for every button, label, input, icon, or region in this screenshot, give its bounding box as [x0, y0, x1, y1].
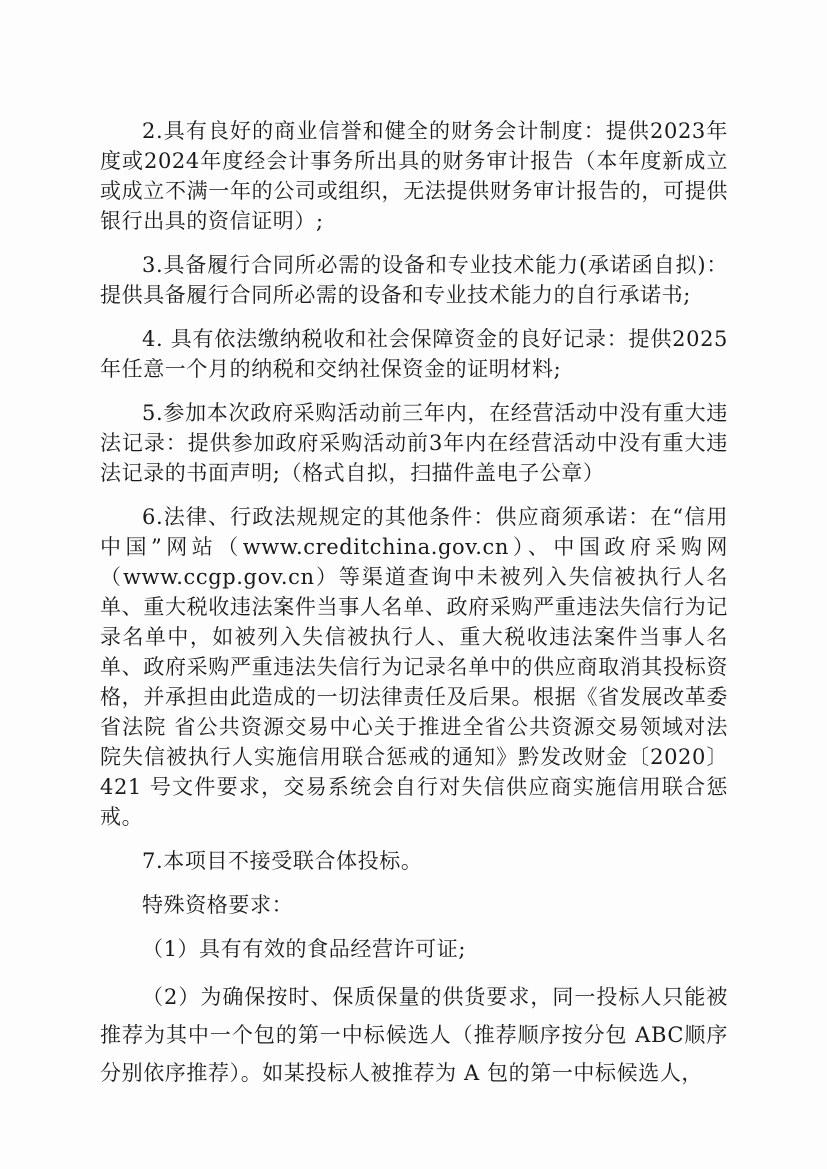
paragraph-single-package-winner: （2）为确保按时、保质保量的供货要求，同一投标人只能被推荐为其中一个包的第一中标候选人（推荐顺序按分包 ABC顺序分别依序推荐）。如某投标人被推荐为 A 包的第一中标候选人，: [100, 985, 728, 1085]
paragraph-equipment-capability: 3.具备履行合同所必需的设备和专业技术能力(承诺函自拟)：提供具备履行合同所必需的设备和专业技术能力的自行承诺书;: [100, 253, 728, 307]
document-body: [100, 116, 728, 1092]
paragraph-no-violation-record: 5.参加本次政府采购活动前三年内，在经营活动中没有重大违法记录：提供参加政府采购活动前3年内在经营活动中没有重大违法记录的书面声明;（格式自拟，扫描件盖电子公章）: [100, 401, 728, 485]
paragraph-other-conditions: 6.法律、行政法规规定的其他条件：供应商须承诺：在“信用中国”网站（www.creditchina.gov.cn）、中国政府采购网（www.ccgp.gov.cn）等渠道查询中未被列入失信被执行人名单、重大税收违法案件当事人名单、政府采购严重违法失信行为记录名单中，如被列入失信被执行人、重大税收违法案件当事人名单、政府采购严重违法失信行为记录名单中的供应商取消其投标资格，并承担由此造成的一切法律责任及后果。根据《省发展改革委 省法院 省公共资源交易中心关于推进全省公共资源交易领域对法院失信被执行人实施信用联合惩戒的通知》黔发改财金〔2020〕421 号文件要求，交易系统会自行对失信供应商实施信用联合惩戒。: [100, 505, 728, 829]
paragraph-no-consortium: 7.本项目不接受联合体投标。: [142, 849, 423, 873]
paragraph-special-requirements-heading: 特殊资格要求：: [142, 893, 294, 917]
paragraph-tax-social-security: 4. 具有依法缴纳税收和社会保障资金的良好记录：提供2025年任意一个月的纳税和交纳社保资金的证明材料;: [100, 327, 728, 381]
paragraph-food-license: （1）具有有效的食品经营许可证;: [142, 937, 467, 961]
paragraph-financial-audit: 2.具有良好的商业信誉和健全的财务会计制度：提供2023年度或2024年度经会计事务所出具的财务审计报告（本年度新成立或成立不满一年的公司或组织，无法提供财务审计报告的，可提供银行出具的资信证明）;: [100, 119, 728, 233]
